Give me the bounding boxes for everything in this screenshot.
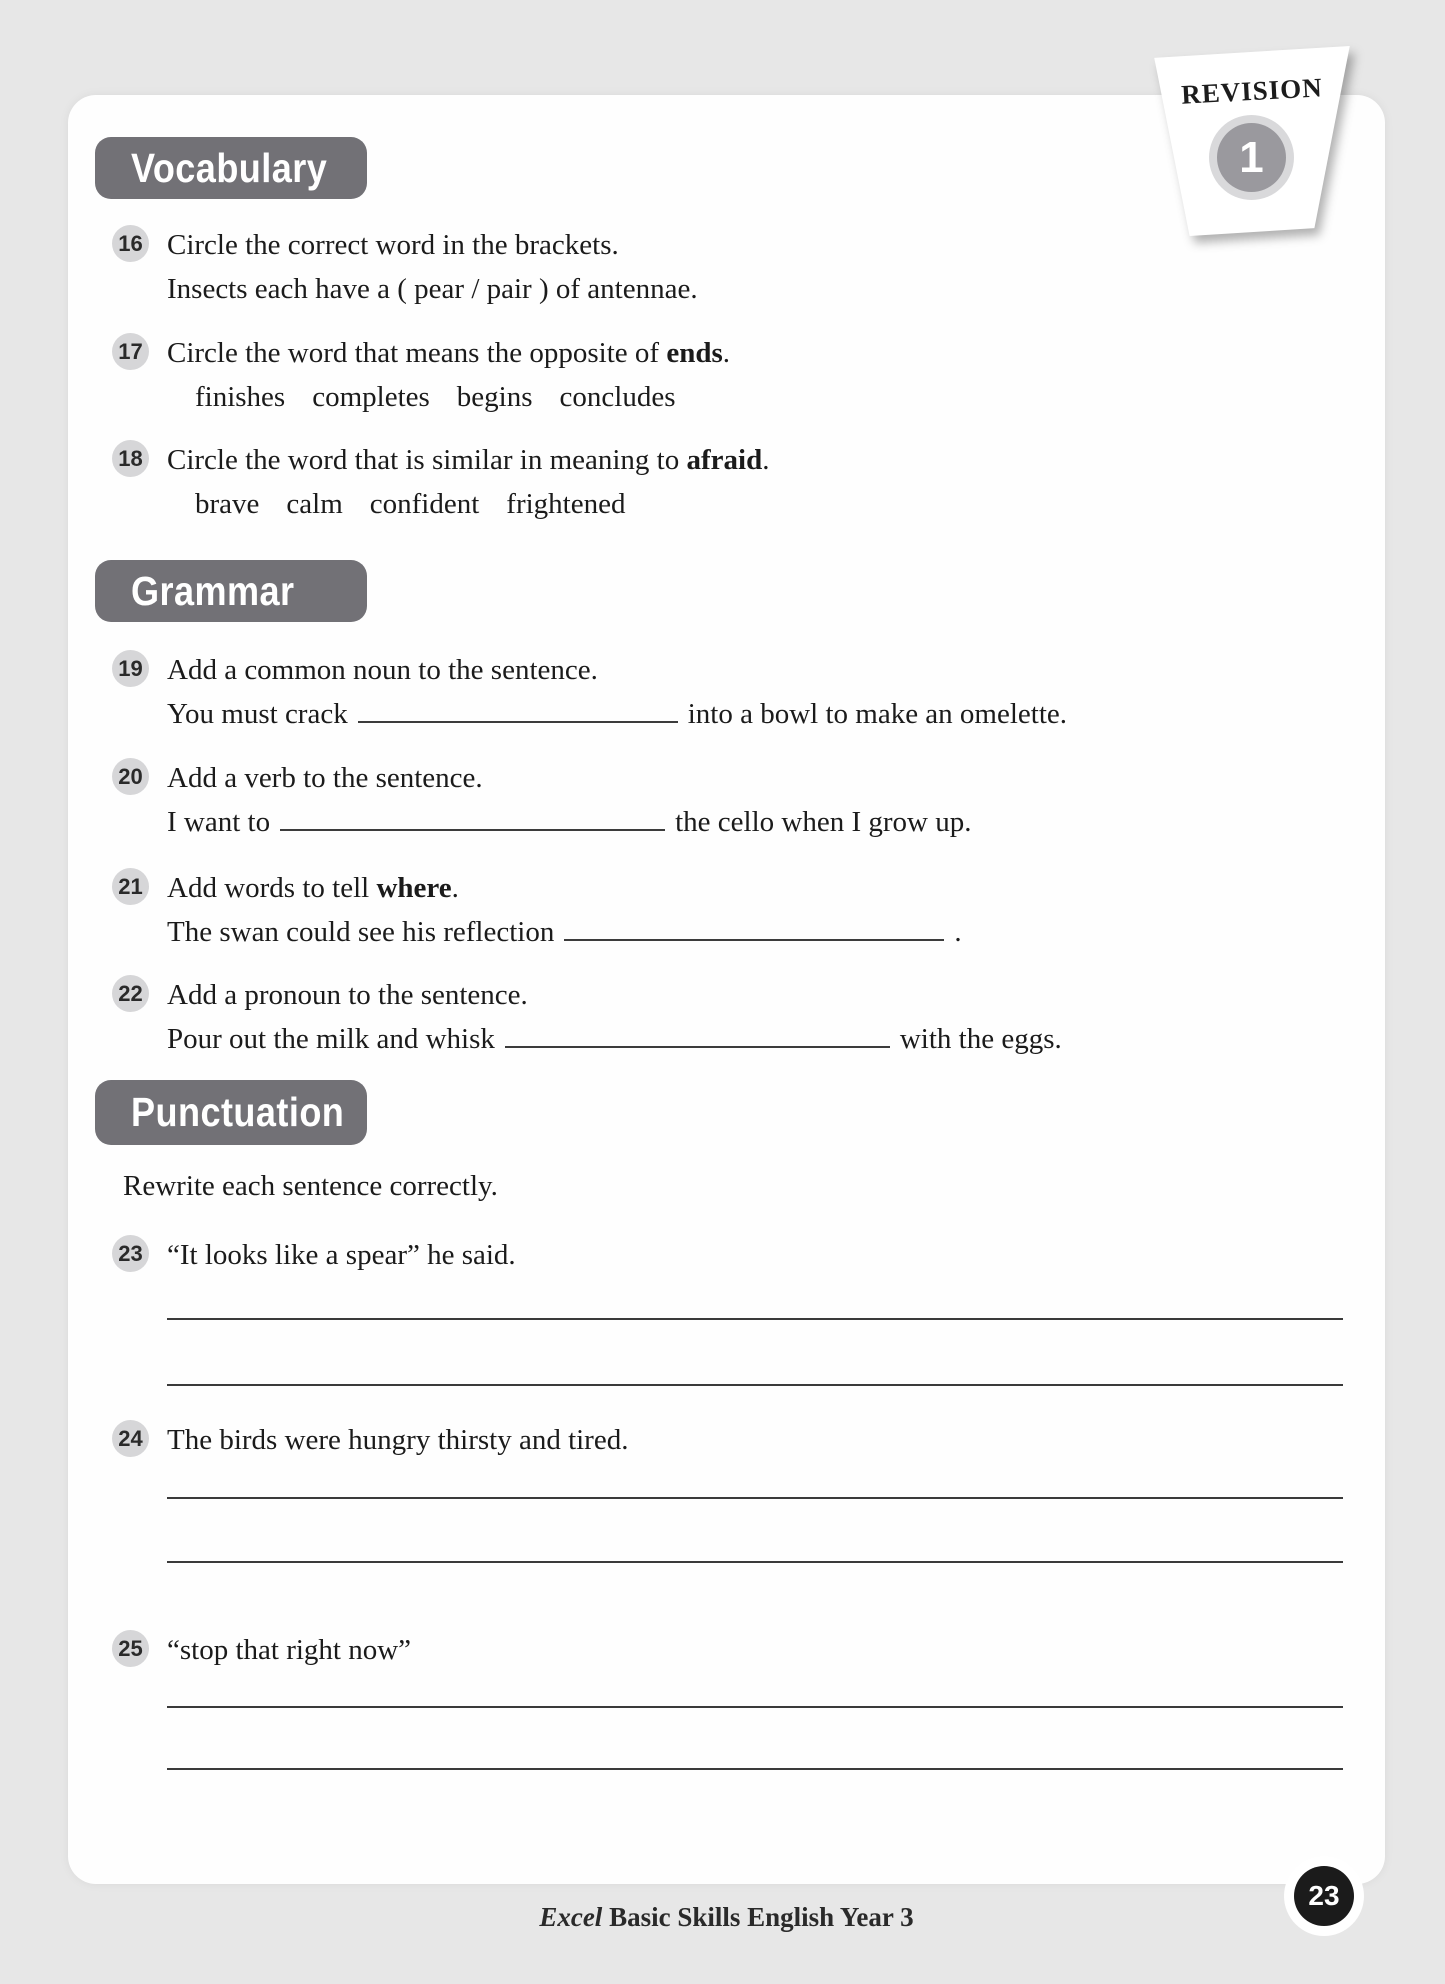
question-prompt	[167, 870, 459, 906]
sentence-text: I want to	[167, 806, 271, 838]
prompt-text: .	[722, 337, 730, 369]
sentence-text: .	[954, 916, 962, 948]
page-number: 23	[1294, 1866, 1354, 1926]
answer-line[interactable]	[167, 1384, 1343, 1386]
sentence-text: Pour out the milk and whisk	[167, 1023, 495, 1055]
answer-blank[interactable]	[564, 917, 944, 941]
revision-badge	[1148, 40, 1356, 238]
question-sentence	[167, 696, 1067, 732]
section-title: Vocabulary	[131, 144, 328, 191]
section-header-punctuation	[95, 1080, 367, 1145]
answer-line[interactable]	[167, 1768, 1343, 1770]
question-prompt: Add a verb to the sentence.	[167, 762, 483, 794]
section-title: Grammar	[131, 567, 295, 614]
option-word[interactable]: confident	[369, 488, 480, 520]
question-prompt: Add a common noun to the sentence.	[167, 654, 598, 686]
prompt-text: Add words to tell	[167, 872, 377, 904]
revision-label: REVISION	[1180, 72, 1324, 110]
prompt-text: Circle the word that means the opposite of	[167, 337, 667, 369]
question-number: 20	[112, 758, 149, 795]
section-header-grammar	[95, 560, 367, 622]
question-prompt: Circle the correct word in the brackets.	[167, 229, 619, 261]
sentence-text: the cello when I grow up.	[675, 806, 972, 838]
word-options	[195, 379, 675, 415]
question-number: 24	[112, 1420, 149, 1457]
option-word[interactable]: finishes	[195, 381, 286, 413]
question-sentence	[167, 1021, 1062, 1057]
revision-number: 1	[1217, 123, 1286, 192]
question-number: 17	[112, 333, 149, 370]
answer-line[interactable]	[167, 1706, 1343, 1708]
option-word[interactable]: frightened	[506, 488, 626, 520]
question-sentence: The birds were hungry thirsty and tired.	[167, 1424, 629, 1456]
question-sentence: “stop that right now”	[167, 1634, 412, 1666]
page-number-ring	[1284, 1856, 1364, 1936]
question-number: 18	[112, 440, 149, 477]
option-word[interactable]: concludes	[559, 381, 676, 413]
sentence-text: with the eggs.	[899, 1023, 1062, 1055]
footer-brand: Excel	[539, 1902, 603, 1932]
question-number: 23	[112, 1235, 149, 1272]
question-number: 16	[112, 225, 149, 262]
prompt-text: .	[451, 872, 459, 904]
question-sentence: Insects each have a ( pear / pair ) of antennae.	[167, 273, 698, 305]
answer-blank[interactable]	[505, 1024, 890, 1048]
revision-number-ring	[1209, 115, 1294, 200]
question-sentence	[167, 914, 962, 950]
question-sentence	[167, 804, 971, 840]
section-title: Punctuation	[131, 1089, 345, 1135]
question-prompt	[167, 335, 730, 371]
answer-blank[interactable]	[280, 807, 665, 831]
sentence-text: into a bowl to make an omelette.	[687, 698, 1068, 730]
question-number: 25	[112, 1630, 149, 1667]
bold-word: where	[376, 872, 452, 904]
section-instruction: Rewrite each sentence correctly.	[123, 1170, 498, 1202]
word-options	[195, 486, 625, 522]
question-prompt: Add a pronoun to the sentence.	[167, 979, 528, 1011]
bold-word: ends	[666, 337, 723, 369]
footer-book-title	[68, 1902, 1385, 1933]
option-word[interactable]: calm	[286, 488, 343, 520]
prompt-text: Circle the word that is similar in meaning to	[167, 444, 687, 476]
footer-title: Basic Skills English Year 3	[602, 1902, 914, 1932]
answer-line[interactable]	[167, 1318, 1343, 1320]
question-number: 19	[112, 650, 149, 687]
option-word[interactable]: brave	[195, 488, 260, 520]
question-number: 22	[112, 975, 149, 1012]
question-prompt	[167, 442, 769, 478]
question-number: 21	[112, 868, 149, 905]
answer-line[interactable]	[167, 1497, 1343, 1499]
question-sentence: “It looks like a spear” he said.	[167, 1239, 516, 1271]
sentence-text: The swan could see his reflection	[167, 916, 555, 948]
option-word[interactable]: completes	[312, 381, 430, 413]
answer-blank[interactable]	[358, 699, 678, 723]
answer-line[interactable]	[167, 1561, 1343, 1563]
prompt-text: .	[762, 444, 770, 476]
option-word[interactable]: begins	[456, 381, 533, 413]
section-header-vocabulary	[95, 137, 367, 199]
sentence-text: You must crack	[167, 698, 348, 730]
bold-word: afraid	[686, 444, 763, 476]
